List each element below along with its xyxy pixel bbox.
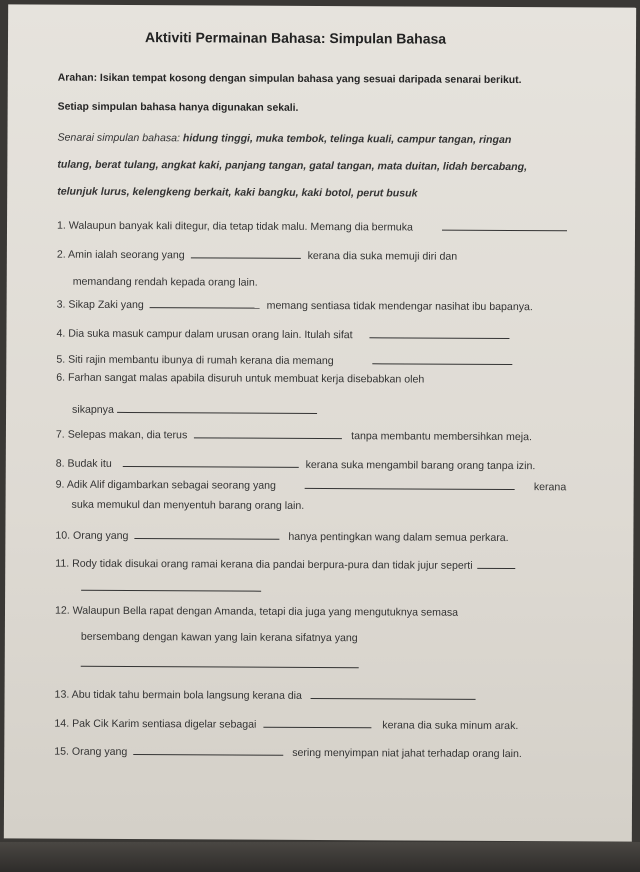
question-7-text-b: tanpa membantu membersihkan meja. xyxy=(351,430,532,444)
background-surface xyxy=(0,842,640,872)
question-11-continued xyxy=(81,581,261,595)
word-list-items-3: telunjuk lurus, kelengkeng berkait, kaki bangku, kaki botol, perut busuk xyxy=(57,185,418,200)
instructions-line-2: Setiap simpulan bahasa hanya digunakan sekali. xyxy=(57,101,299,114)
question-7-text-a: 7. Selepas makan, dia terus xyxy=(55,428,188,442)
word-list-line-3 xyxy=(57,186,417,200)
question-12-blank-line xyxy=(81,657,359,671)
question-10-text-a: 10. Orang yang xyxy=(55,529,129,542)
answer-blank-11b[interactable] xyxy=(81,581,261,592)
question-9 xyxy=(56,478,567,494)
answer-blank-14[interactable] xyxy=(263,718,371,729)
question-10 xyxy=(55,529,508,544)
answer-blank-8[interactable] xyxy=(123,457,299,468)
question-3-text-b: memang sentiasa tidak mendengar nasihat ibu bapanya. xyxy=(266,299,533,314)
answer-blank-2[interactable] xyxy=(191,248,301,259)
question-12: 12. Walaupun Bella rapat dengan Amanda, tetapi dia juga yang mengutuknya semasa xyxy=(54,604,459,619)
answer-blank-11a[interactable] xyxy=(478,559,516,569)
question-12-continued: bersembang dengan kawan yang lain kerana sifatnya yang xyxy=(80,630,358,645)
instructions-line-1: Arahan: Isikan tempat kosong dengan simpulan bahasa yang sesuai daripada senarai berikut. xyxy=(57,72,522,87)
worksheet-title: Aktiviti Permainan Bahasa: Simpulan Bahasa xyxy=(144,29,447,47)
question-13-text: 13. Abu tidak tahu bermain bola langsung kerana dia xyxy=(54,688,302,702)
answer-blank-13[interactable] xyxy=(311,689,476,700)
word-list-items-1: hidung tinggi, muka tembok, telinga kuali, campur tangan, ringan xyxy=(182,132,512,146)
question-6-continued xyxy=(72,403,317,417)
answer-blank-3[interactable] xyxy=(150,298,260,309)
word-list-label: Senarai simpulan bahasa: xyxy=(57,131,181,145)
question-8-text-b: kerana suka mengambil barang orang tanpa izin. xyxy=(305,458,536,473)
question-11-text: 11. Rody tidak disukai orang ramai kerana dia pandai berpura-pura dan tidak jujur seperti xyxy=(55,557,473,572)
word-list-line-2 xyxy=(57,159,527,173)
question-15-text-b: sering menyimpan niat jahat terhadap orang lain. xyxy=(292,746,522,761)
question-14-text-b: kerana dia suka minum arak. xyxy=(382,719,519,733)
question-15-text-a: 15. Orang yang xyxy=(54,745,128,758)
answer-blank-4[interactable] xyxy=(370,328,510,339)
question-9-continued: suka memukul dan menyentuh barang orang lain. xyxy=(71,498,305,512)
answer-blank-1[interactable] xyxy=(442,221,567,232)
question-6-text-b: sikapnya xyxy=(72,403,114,416)
word-list-line-1 xyxy=(57,132,511,146)
question-3-text-a: 3. Sikap Zaki yang xyxy=(56,298,144,312)
answer-blank-9[interactable] xyxy=(305,479,515,490)
question-6: 6. Farhan sangat malas apabila disuruh untuk membuat kerja disebabkan oleh xyxy=(56,371,425,386)
question-14 xyxy=(54,717,518,732)
answer-blank-12[interactable] xyxy=(81,657,359,668)
answer-blank-15[interactable] xyxy=(133,745,283,756)
question-2 xyxy=(57,248,457,263)
worksheet-page xyxy=(4,4,636,841)
question-4-text: 4. Dia suka masuk campur dalam urusan orang lain. Itulah sifat xyxy=(56,327,353,342)
answer-blank-10[interactable] xyxy=(134,529,279,540)
question-10-text-b: hanya pentingkan wang dalam semua perkara. xyxy=(288,530,509,544)
question-5 xyxy=(56,353,512,368)
question-9-text-a: 9. Adik Alif digambarkan sebagai seorang yang xyxy=(55,478,276,492)
question-1 xyxy=(57,219,567,235)
answer-blank-6[interactable] xyxy=(117,403,317,414)
question-11 xyxy=(55,557,515,572)
answer-blank-5[interactable] xyxy=(373,354,513,365)
word-list-items-2: tulang, berat tulang, angkat kaki, panjang tangan, gatal tangan, mata duitan, lidah bercabang, xyxy=(57,158,528,174)
question-4 xyxy=(56,327,509,342)
question-8-text-a: 8. Budak itu xyxy=(55,457,112,470)
answer-blank-7[interactable] xyxy=(194,428,342,439)
question-7 xyxy=(56,428,532,443)
question-14-text-a: 14. Pak Cik Karim sentiasa digelar sebagai xyxy=(54,717,257,731)
question-2-text-b: kerana dia suka memuji diri dan xyxy=(307,249,458,263)
question-13 xyxy=(55,688,476,703)
question-2-text-a: 2. Amin ialah seorang yang xyxy=(56,248,185,262)
question-8 xyxy=(56,457,536,473)
question-5-text: 5. Siti rajin membantu ibunya di rumah kerana dia memang xyxy=(56,353,334,368)
question-9-text-b: kerana xyxy=(533,481,567,494)
question-2-continued: memandang rendah kepada orang lain. xyxy=(72,275,258,289)
question-15 xyxy=(54,745,522,760)
question-3 xyxy=(57,298,533,313)
question-1-text: 1. Walaupun banyak kali ditegur, dia tetap tidak malu. Memang dia bermuka xyxy=(56,219,413,234)
